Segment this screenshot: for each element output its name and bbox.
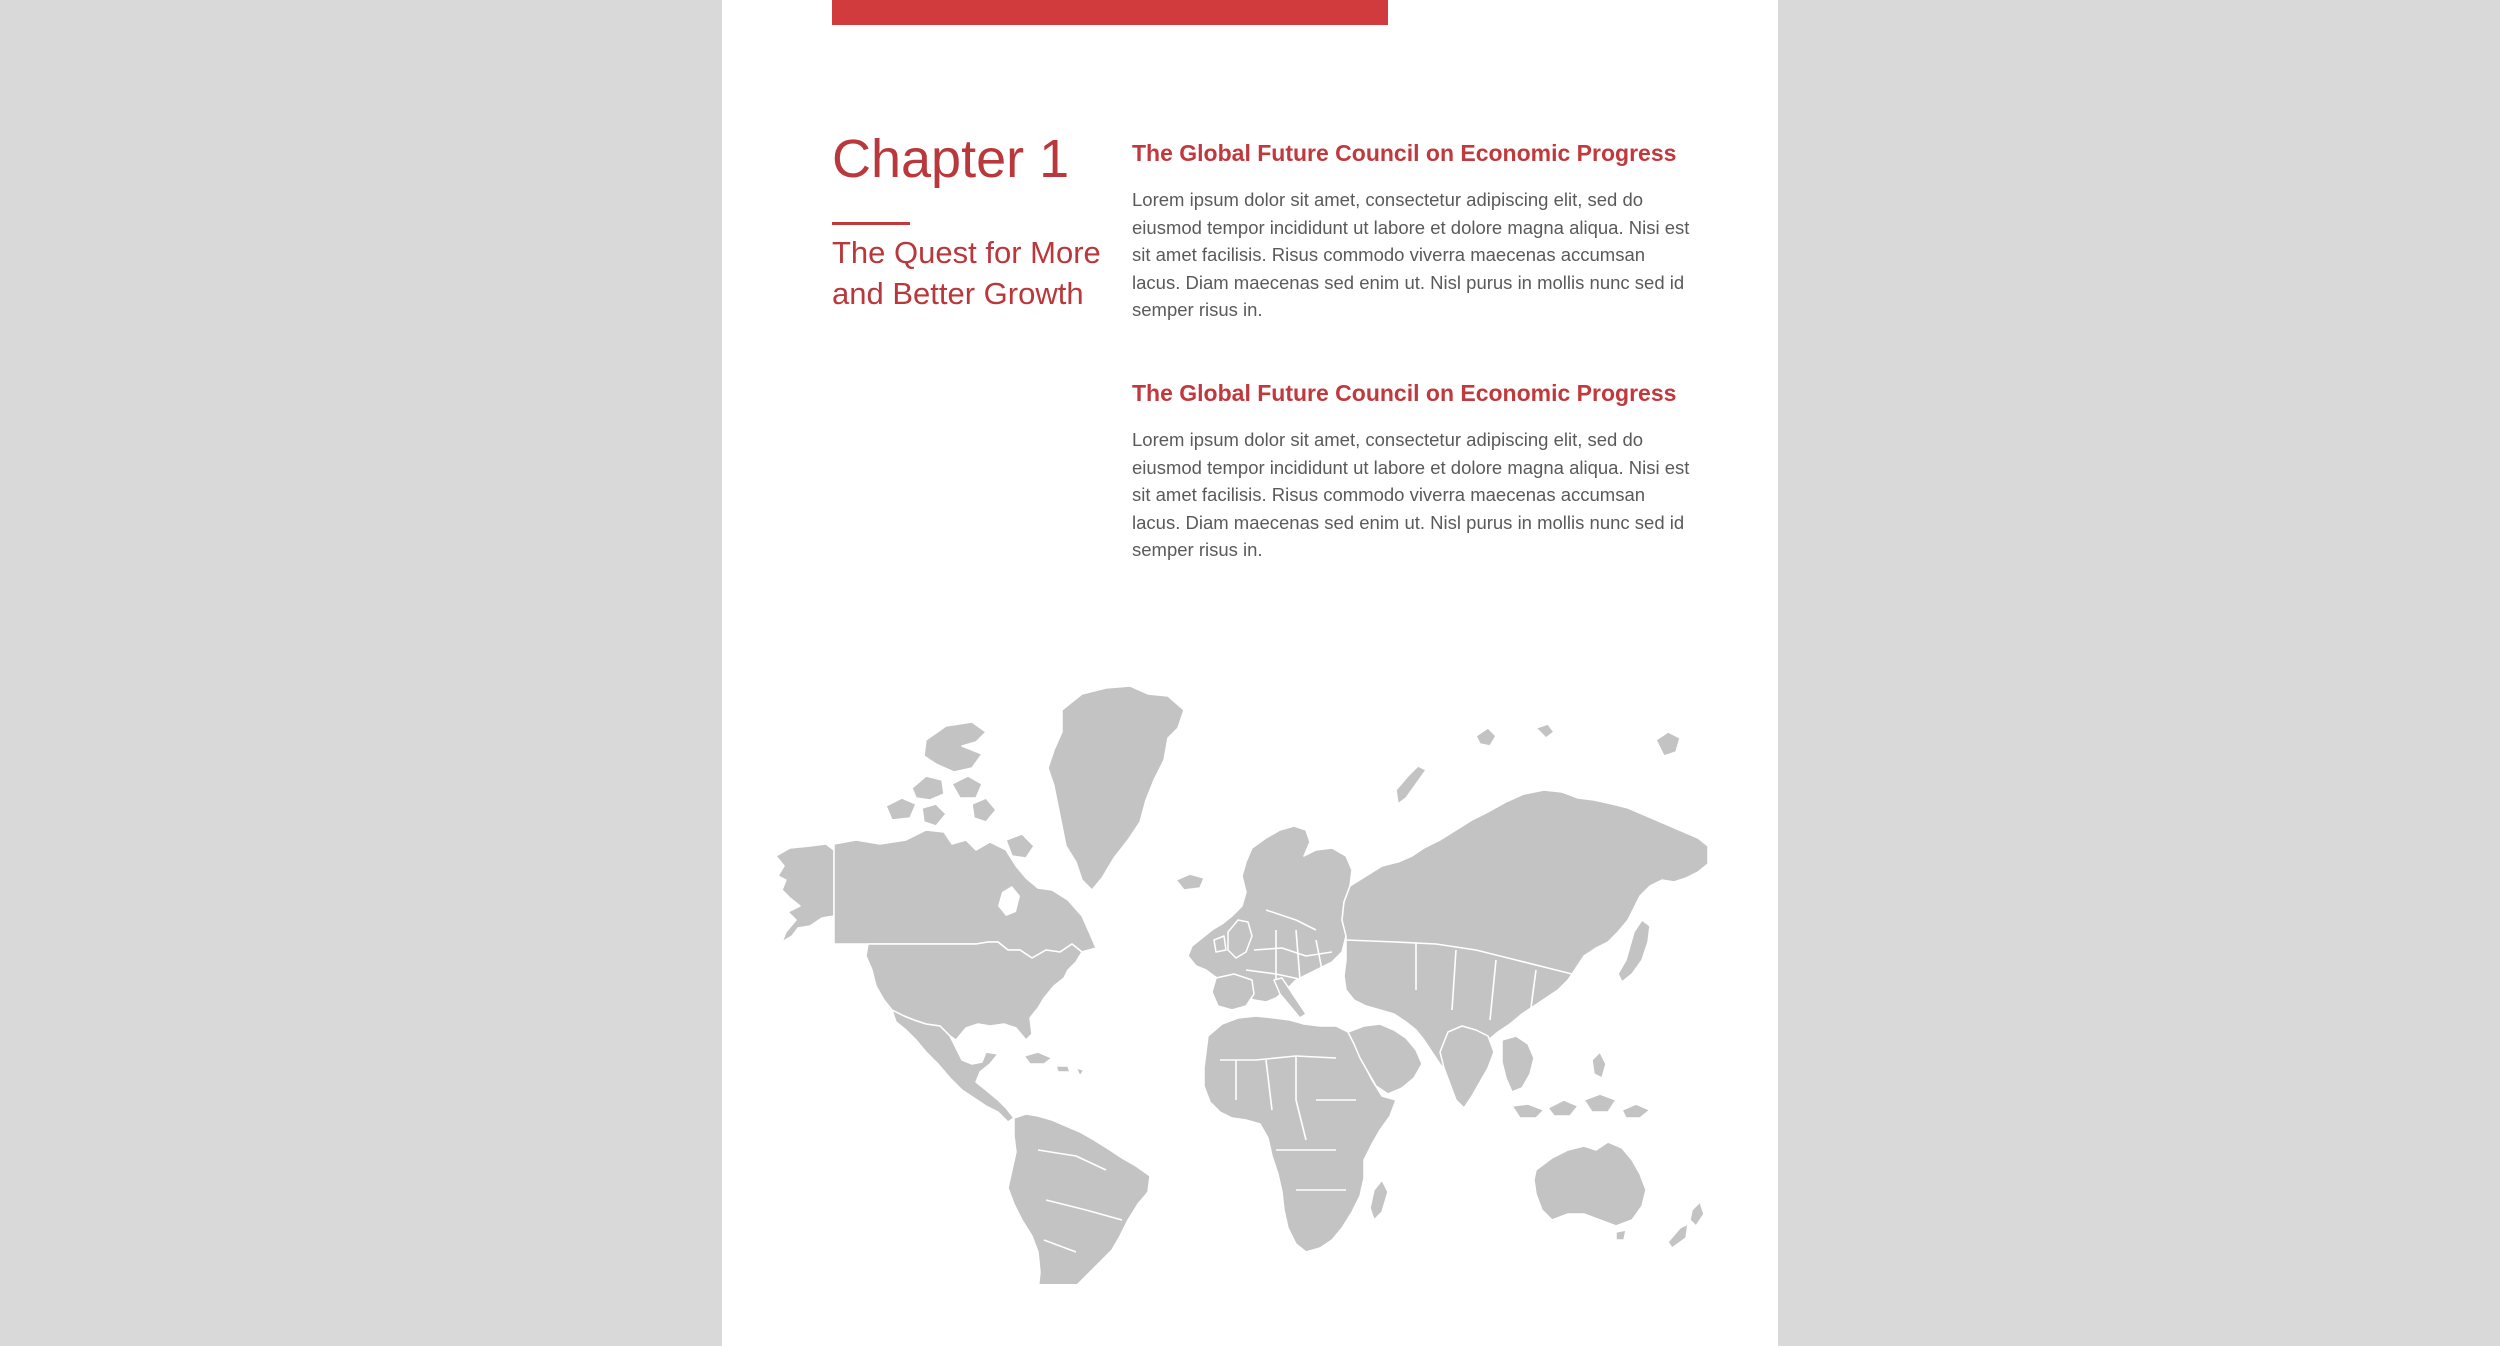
map-india xyxy=(1440,1026,1494,1108)
chapter-subtitle: The Quest for More and Better Growth xyxy=(832,235,1101,311)
section-heading: The Global Future Council on Economic Progress xyxy=(1132,140,1677,166)
document-page xyxy=(722,0,1778,1346)
section-body: Lorem ipsum dolor sit amet, consectetur adipiscing elit, sed do eiusmod tempor incididunt ut labore et dolore magna aliqua. Nisi est sit amet facilisis. Risus commodo viverra maecenas accumsan lacus. Diam maecenas sed enim ut. Nisl purus in mollis nunc sed id semper risus in. xyxy=(1132,429,1690,561)
chapter-divider xyxy=(832,222,910,225)
map-europe xyxy=(1188,826,1352,1002)
world-map-icon xyxy=(776,680,1708,1284)
map-madagascar xyxy=(1370,1180,1388,1220)
map-canada xyxy=(834,830,1096,958)
map-caribbean xyxy=(1024,1052,1084,1076)
map-arctic-islands xyxy=(886,722,1034,858)
map-new-zealand xyxy=(1668,1202,1704,1248)
section-body: Lorem ipsum dolor sit amet, consectetur adipiscing elit, sed do eiusmod tempor incididunt ut labore et dolore magna aliqua. Nisi est sit amet facilisis. Risus commodo viverra maecenas accumsan lacus. Diam maecenas sed enim ut. Nisl purus in mollis nunc sed id semper risus in. xyxy=(1132,189,1690,321)
section-1 xyxy=(1132,136,1698,324)
map-philippines xyxy=(1592,1052,1606,1078)
section-heading: The Global Future Council on Economic Progress xyxy=(1132,380,1677,406)
section-2 xyxy=(1132,376,1698,564)
map-greenland xyxy=(1048,686,1184,890)
map-alaska xyxy=(776,844,834,942)
map-indonesia xyxy=(1512,1094,1650,1118)
map-australia xyxy=(1534,1142,1646,1226)
accent-bar xyxy=(832,0,1388,25)
map-tasmania xyxy=(1616,1230,1626,1240)
map-usa xyxy=(866,942,1082,1040)
map-japan xyxy=(1618,920,1650,982)
map-iceland xyxy=(1176,874,1204,890)
map-kamchatka xyxy=(1656,732,1680,756)
map-south-america xyxy=(1008,1114,1150,1284)
chapter-title: Chapter 1 xyxy=(832,129,1070,189)
map-se-asia xyxy=(1502,1036,1534,1092)
map-iberia xyxy=(1212,974,1254,1010)
